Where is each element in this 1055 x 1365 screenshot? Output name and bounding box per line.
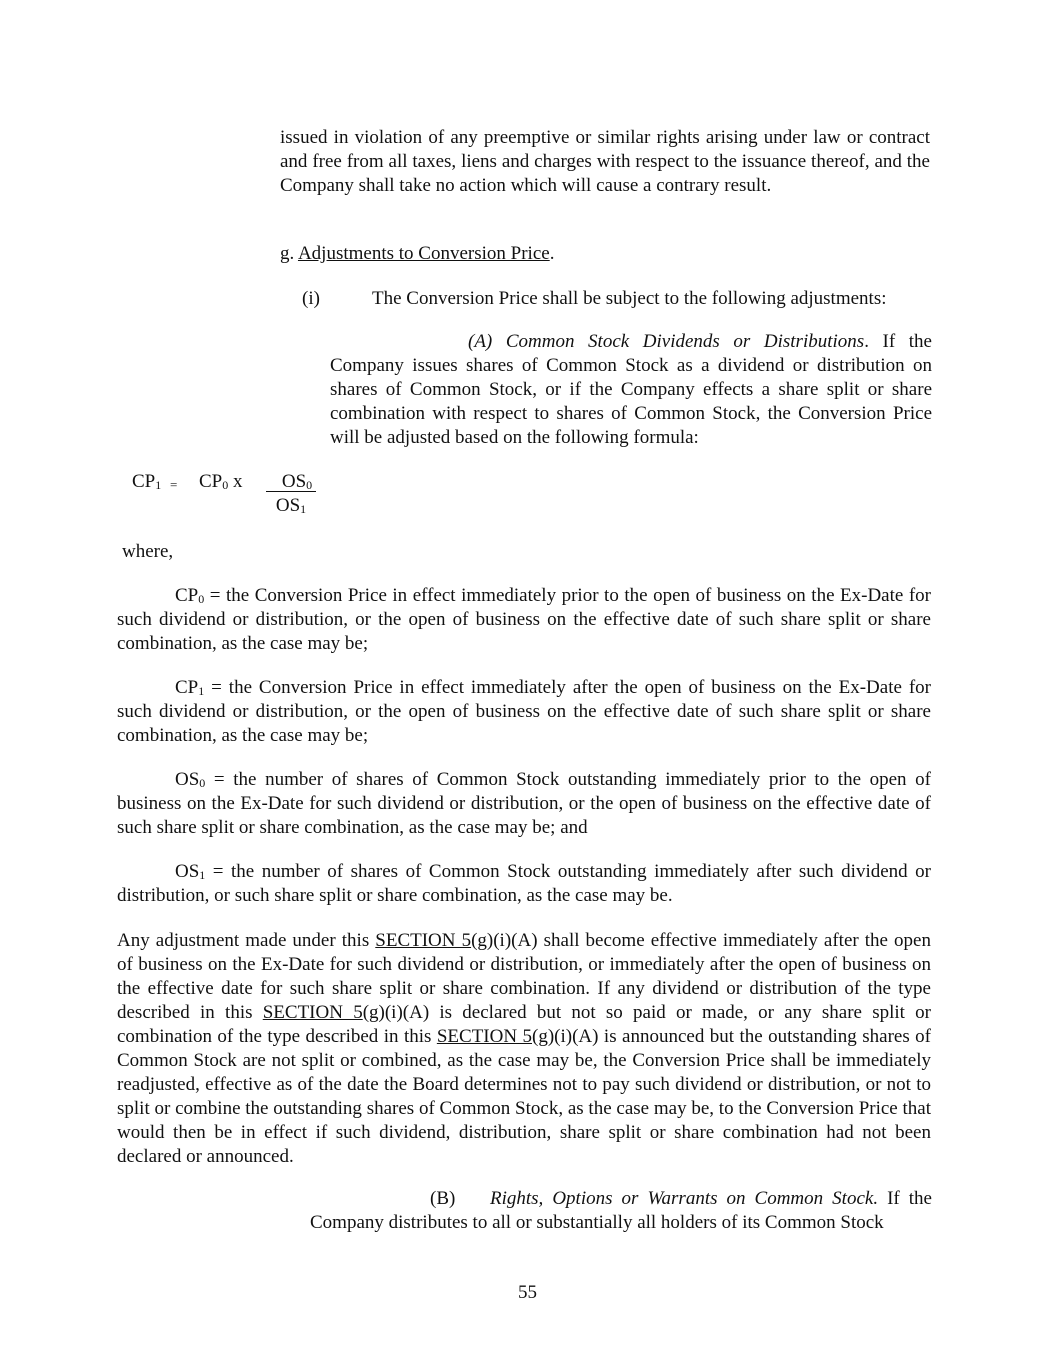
- section-reference: SECTION 5: [375, 930, 472, 951]
- definition-cp1: [117, 676, 931, 748]
- definition-text: = the Conversion Price in effect immediately prior to the open of business on the Ex-Date for such dividend or distribution, or the open of business on the effective date of such share split or share combination, as the case may be;: [117, 585, 931, 654]
- section-reference: SECTION 5: [436, 1026, 533, 1047]
- formula-rhs: CP0 x: [199, 471, 243, 492]
- definition-term: CP0: [175, 585, 205, 606]
- paragraph-common-stock-dividends: [330, 330, 932, 450]
- definition-term: OS1: [175, 861, 206, 882]
- page-number: 55: [518, 1282, 537, 1303]
- subsection-heading-b: Rights, Options or Warrants on Common Stock.: [490, 1188, 879, 1209]
- fraction-bar: [266, 491, 316, 492]
- definition-text: = the number of shares of Common Stock outstanding immediately after such dividend or distribution, or such share split or share combination, as the case may be.: [117, 861, 931, 906]
- paragraph-issued: issued in violation of any preemptive or similar rights arising under law or contract and free from all taxes, liens and charges with respect to the issuance thereof, and the Company shall take no action which will cause a contrary result.: [280, 127, 930, 196]
- definition-os0: [117, 768, 931, 840]
- section-title: Adjustments to Conversion Price: [297, 243, 550, 264]
- definition-os1: [117, 860, 931, 908]
- definition-term: OS0: [175, 769, 206, 790]
- section-title-period: .: [549, 243, 555, 264]
- paragraph-rights-options-warrants: [310, 1187, 932, 1235]
- item-i: [302, 287, 942, 311]
- subsection-heading-a: (A) Common Stock Dividends or Distributions: [468, 331, 865, 352]
- section-reference: SECTION 5: [262, 1002, 363, 1023]
- subsection-text-b: If the Company distributes to all or substantially all holders of its Common Stock: [310, 1188, 932, 1233]
- formula-lhs: CP1: [132, 471, 162, 492]
- item-number: (i): [302, 288, 320, 309]
- adjustment-formula: [132, 470, 392, 530]
- subsection-text-a: . If the Company issues shares of Common Stock as a dividend or distribution on shares of Common Stock, or if the Company effects a share split or share combination with respect to shares of Common Stock, the Conversion Price will be adjusted based on the following formula:: [330, 331, 932, 448]
- section-heading-g: [280, 242, 930, 266]
- item-text: The Conversion Price shall be subject to the following adjustments:: [372, 288, 887, 309]
- where-label: where,: [122, 541, 174, 562]
- section-letter: g.: [280, 243, 295, 264]
- definition-text: = the number of shares of Common Stock outstanding immediately prior to the open of business on the Ex-Date for such dividend or distribution, or the open of business on the effective date of such share split or share combination, as the case may be; and: [117, 769, 931, 838]
- formula-numerator: OS0: [281, 471, 313, 492]
- definition-cp0: [117, 584, 931, 656]
- formula-denominator: OS1: [275, 495, 307, 516]
- subsection-number-b: (B): [430, 1188, 456, 1209]
- formula-equals: =: [170, 477, 178, 492]
- definition-term: CP1: [175, 677, 205, 698]
- paragraph-adjustment-effective: Any adjustment made under this SECTION 5(g)(i)(A) shall become effective immediately after the open of business on the Ex-Date for such dividend or distribution, or immediately after the open of business on the effective date for such share split or share combination. If any dividend or distribution of the type described in this SECTION 5(g)(i)(A) is declared but not so paid or made, or any share split or combination of the type described in this SECTION 5(g)(i)(A) is announced but the outstanding shares of Common Stock are not split or combined, as the case may be, the Conversion Price shall be immediately readjusted, effective as of the date the Board determines not to pay such dividend or distribution, or not to split or combine the outstanding shares of Common Stock, as the case may be, to the Conversion Price that would then be in effect if such dividend, distribution, share split or share combination had not been declared or announced.: [117, 930, 931, 1167]
- definition-text: = the Conversion Price in effect immediately after the open of business on the Ex-Date for such dividend or distribution, or the open of business on the effective date of such share split or share combination, as the case may be;: [117, 677, 931, 746]
